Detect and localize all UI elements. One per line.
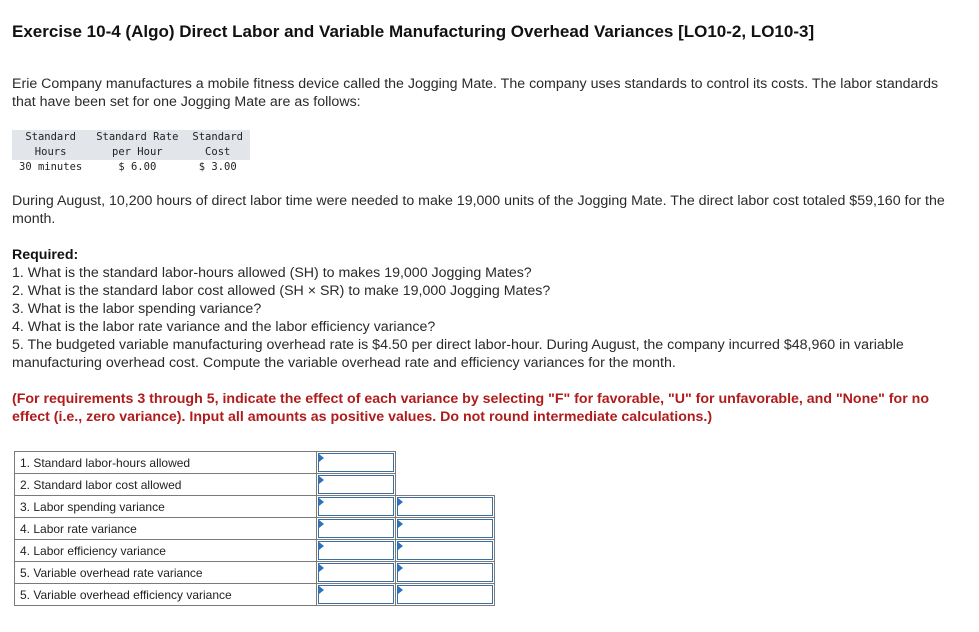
requirement-5: 5. The budgeted variable manufacturing overhead rate is $4.50 per direct labor-hour. During August, the company incurred $48,960 in variable manufacturing overhead cost. Compute the variable overhead rate and efficiency variances for the month. bbox=[12, 337, 904, 371]
requirement-4: 4. What is the labor rate variance and the labor efficiency variance? bbox=[12, 319, 436, 335]
answer-row-label: 1. Standard labor-hours allowed bbox=[15, 452, 317, 474]
answer-row-label: 2. Standard labor cost allowed bbox=[15, 474, 317, 496]
requirement-1: 1. What is the standard labor-hours allowed (SH) to makes 19,000 Jogging Mates? bbox=[12, 265, 532, 281]
effect-cell bbox=[396, 496, 495, 518]
instructions-note: (For requirements 3 through 5, indicate the effect of each variance by selecting "F" for favorable, "U" for unfavorable, and "None" for no effect (i.e., zero variance). Input all amounts as positive values. Do not round intermediate calculations.) bbox=[12, 391, 929, 425]
standard-hours-value: 30 minutes bbox=[19, 161, 83, 173]
standard-cost-header-text: Standard Cost bbox=[192, 131, 243, 158]
amount-input[interactable] bbox=[318, 497, 394, 516]
effect-cell bbox=[396, 540, 495, 562]
amount-cell bbox=[317, 562, 396, 584]
effect-cell bbox=[396, 518, 495, 540]
answer-row bbox=[15, 474, 495, 496]
effect-select[interactable] bbox=[397, 519, 493, 538]
effect-select[interactable] bbox=[397, 563, 493, 582]
amount-input[interactable] bbox=[318, 519, 394, 538]
standard-rate-header-text: Standard Rate per Hour bbox=[96, 131, 179, 158]
intro-paragraph: Erie Company manufactures a mobile fitness device called the Jogging Mate. The company uses standards to control its costs. The labor standards that have been set for one Jogging Mate are as follows: bbox=[12, 76, 939, 110]
answer-row-label: 5. Variable overhead efficiency variance bbox=[15, 584, 317, 606]
amount-cell bbox=[317, 474, 396, 496]
amount-cell bbox=[317, 452, 396, 474]
effect-select[interactable] bbox=[397, 541, 493, 560]
effect-select[interactable] bbox=[397, 497, 493, 516]
amount-cell bbox=[317, 540, 396, 562]
answer-row-label: 5. Variable overhead rate variance bbox=[15, 562, 317, 584]
amount-cell bbox=[317, 496, 396, 518]
standard-rate-header bbox=[89, 130, 185, 160]
answer-row bbox=[15, 584, 495, 606]
exercise-title: Exercise 10-4 (Algo) Direct Labor and Variable Manufacturing Overhead Variances [LO10-2, LO10-3] bbox=[12, 22, 815, 41]
august-paragraph: During August, 10,200 hours of direct labor time were needed to make 19,000 units of the Jogging Mate. The direct labor cost totaled $59,160 for the month. bbox=[12, 193, 945, 227]
standard-cost-header bbox=[185, 130, 250, 160]
amount-cell bbox=[317, 518, 396, 540]
standard-hours-header-text: Standard Hours bbox=[25, 131, 76, 158]
labor-standards-table bbox=[12, 130, 250, 175]
amount-input[interactable] bbox=[318, 585, 394, 604]
requirement-2: 2. What is the standard labor cost allowed (SH × SR) to make 19,000 Jogging Mates? bbox=[12, 283, 551, 299]
answer-row bbox=[15, 540, 495, 562]
answer-row-label: 3. Labor spending variance bbox=[15, 496, 317, 518]
empty-cell bbox=[396, 474, 495, 496]
amount-input[interactable] bbox=[318, 541, 394, 560]
answer-row bbox=[15, 452, 495, 474]
answer-row bbox=[15, 496, 495, 518]
standard-cost-value: $ 3.00 bbox=[198, 161, 237, 173]
standard-rate-value: $ 6.00 bbox=[118, 161, 157, 173]
answer-row bbox=[15, 518, 495, 540]
requirement-3: 3. What is the labor spending variance? bbox=[12, 301, 262, 317]
standards-header-row bbox=[12, 130, 250, 160]
effect-cell bbox=[396, 584, 495, 606]
standards-value-row bbox=[12, 160, 250, 175]
effect-cell bbox=[396, 562, 495, 584]
answer-row-label: 4. Labor efficiency variance bbox=[15, 540, 317, 562]
standard-hours-header bbox=[12, 130, 89, 160]
required-heading: Required: bbox=[12, 247, 79, 263]
amount-input[interactable] bbox=[318, 475, 394, 494]
answer-table bbox=[14, 451, 495, 606]
answer-row-label: 4. Labor rate variance bbox=[15, 518, 317, 540]
amount-input[interactable] bbox=[318, 563, 394, 582]
amount-input[interactable] bbox=[318, 453, 394, 472]
amount-cell bbox=[317, 584, 396, 606]
answer-row bbox=[15, 562, 495, 584]
empty-cell bbox=[396, 452, 495, 474]
effect-select[interactable] bbox=[397, 585, 493, 604]
